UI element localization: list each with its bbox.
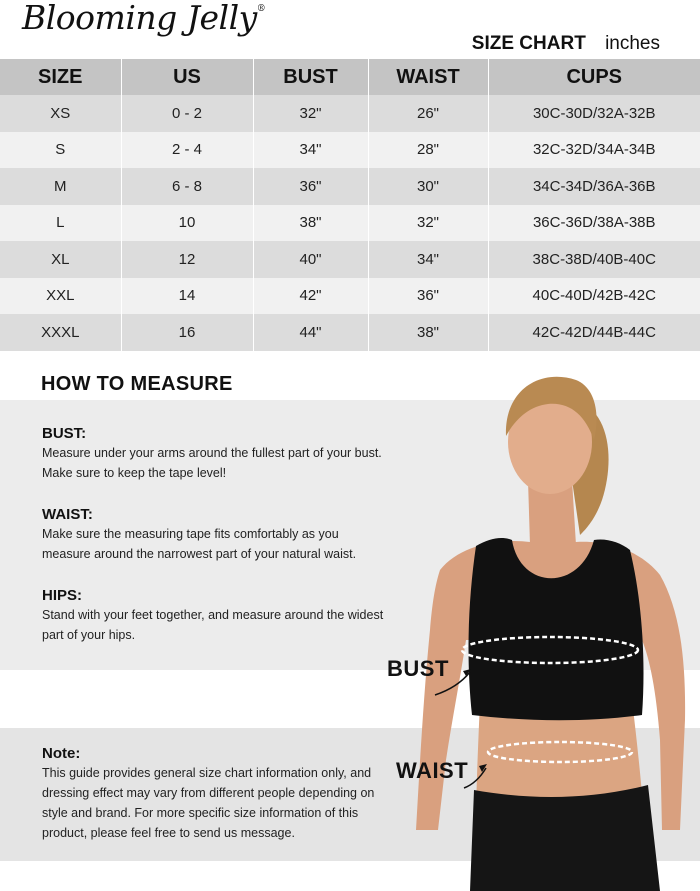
waist-line: Make sure the measuring tape fits comfortably as you [42, 527, 339, 541]
cell-waist: 30" [368, 168, 488, 205]
header-size: SIZE [0, 59, 121, 95]
cell-cups: 40C-40D/42B-42C [488, 278, 700, 315]
cell-us: 6 - 8 [121, 168, 253, 205]
bust-instructions [42, 443, 402, 483]
cell-us: 16 [121, 314, 253, 351]
cell-cups: 38C-38D/40B-40C [488, 241, 700, 278]
bust-heading: BUST: [42, 425, 87, 442]
cell-size: XL [0, 241, 121, 278]
cell-bust: 34" [253, 132, 368, 169]
header-bust: BUST [253, 59, 368, 95]
cell-size: L [0, 205, 121, 242]
hips-line: part of your hips. [42, 628, 136, 642]
cell-cups: 42C-42D/44B-44C [488, 314, 700, 351]
waist-line: measure around the narrowest part of your natural waist. [42, 547, 357, 561]
cell-cups: 36C-36D/38A-38B [488, 205, 700, 242]
bust-label: BUST [387, 656, 449, 681]
chart-title [472, 33, 660, 55]
cell-us: 10 [121, 205, 253, 242]
cell-bust: 40" [253, 241, 368, 278]
cell-bust: 36" [253, 168, 368, 205]
size-chart-title: SIZE CHART [471, 33, 586, 54]
cell-cups: 30C-30D/32A-32B [488, 95, 700, 132]
header-us: US [121, 59, 253, 95]
cell-cups: 32C-32D/34A-34B [488, 132, 700, 169]
unit-label: inches [605, 33, 660, 54]
cell-cups: 34C-34D/36A-36B [488, 168, 700, 205]
cell-bust: 38" [253, 205, 368, 242]
cell-waist: 34" [368, 241, 488, 278]
note-line: dressing effect may vary from different people depending on [42, 786, 375, 800]
table-row [0, 168, 700, 205]
model-illustration [380, 360, 700, 891]
table-row [0, 241, 700, 278]
cell-bust: 32" [253, 95, 368, 132]
cell-size: M [0, 168, 121, 205]
cell-us: 0 - 2 [121, 95, 253, 132]
cell-waist: 28" [368, 132, 488, 169]
cell-us: 2 - 4 [121, 132, 253, 169]
hips-instructions [42, 605, 402, 645]
cell-size: XS [0, 95, 121, 132]
cell-size: S [0, 132, 121, 169]
cell-size: XXXL [0, 314, 121, 351]
cell-us: 12 [121, 241, 253, 278]
brand-logo [22, 0, 265, 37]
waist-label: WAIST [396, 758, 469, 783]
waist-heading: WAIST: [42, 506, 93, 523]
waist-instructions [42, 524, 402, 564]
table-header-row [0, 59, 700, 95]
cell-bust: 42" [253, 278, 368, 315]
note-heading: Note: [42, 745, 81, 762]
header-cups: CUPS [488, 59, 700, 95]
cell-bust: 44" [253, 314, 368, 351]
note-text [42, 763, 392, 843]
table-row [0, 278, 700, 315]
cell-waist: 26" [368, 95, 488, 132]
hips-heading: HIPS: [42, 587, 83, 604]
header-waist: WAIST [368, 59, 488, 95]
cell-waist: 38" [368, 314, 488, 351]
bust-line: Make sure to keep the tape level! [42, 466, 227, 480]
note-line: This guide provides general size chart information only, and [42, 766, 372, 780]
table-row [0, 132, 700, 169]
cell-waist: 36" [368, 278, 488, 315]
cell-us: 14 [121, 278, 253, 315]
note-line: product, please feel free to send us message. [42, 826, 295, 840]
how-to-measure-title: HOW TO MEASURE [41, 373, 233, 395]
table-row [0, 95, 700, 132]
cell-waist: 32" [368, 205, 488, 242]
leggings-icon [470, 785, 660, 891]
brand-name: Blooming Jelly [22, 0, 257, 37]
table-row [0, 205, 700, 242]
note-line: style and brand. For more specific size information of this [42, 806, 359, 820]
bust-line: Measure under your arms around the fullest part of your bust. [42, 446, 382, 460]
hips-line: Stand with your feet together, and measure around the widest [42, 608, 384, 622]
table-row [0, 314, 700, 351]
cell-size: XXL [0, 278, 121, 315]
registered-mark: ® [256, 4, 266, 14]
size-table [0, 59, 700, 351]
